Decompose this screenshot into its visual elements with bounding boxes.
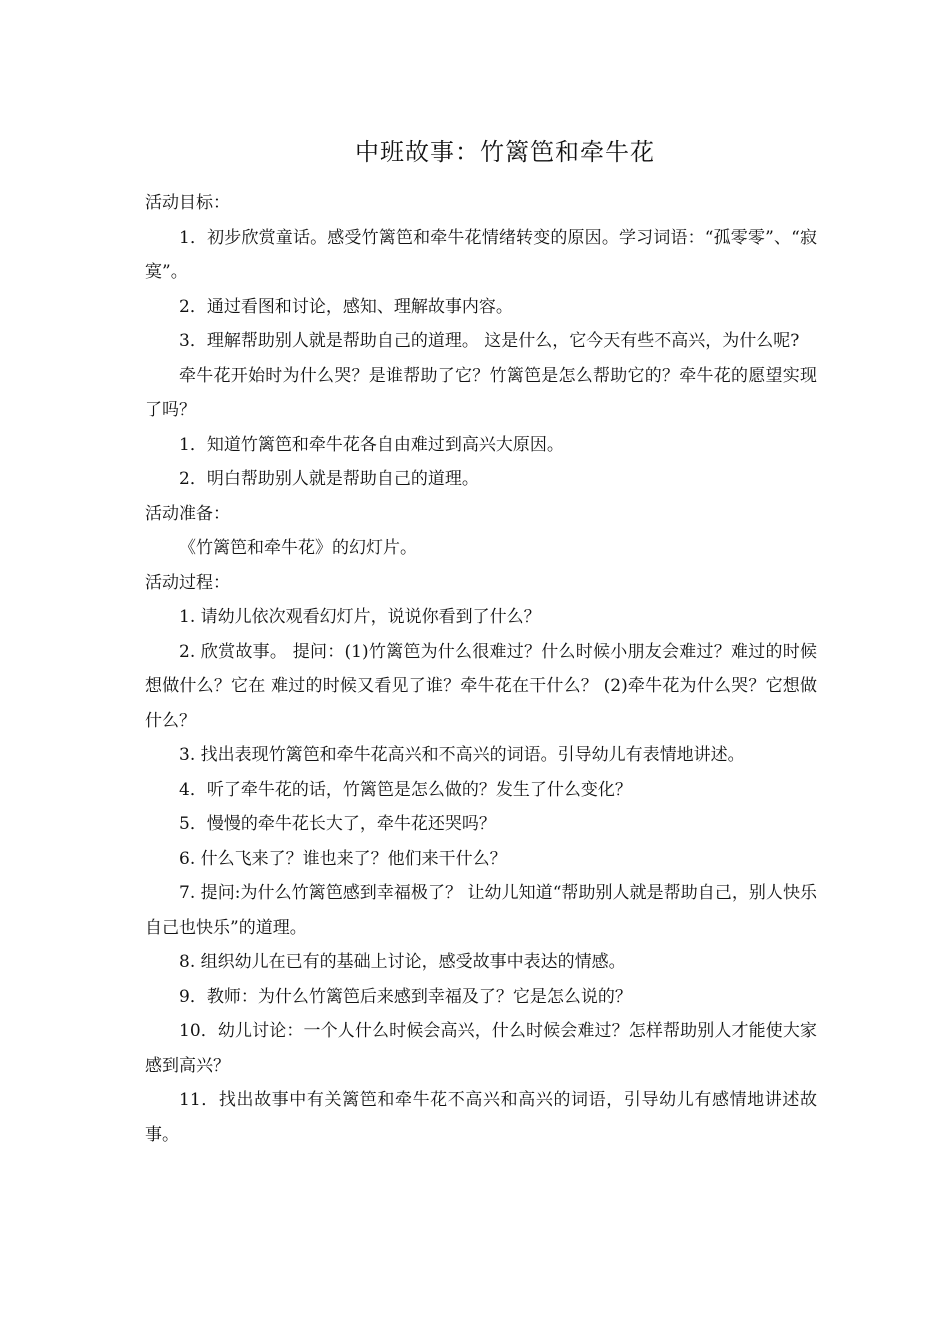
document-title: 中班故事：竹篱笆和牵牛花 xyxy=(355,138,655,166)
process-step: 10．幼儿讨论：一个人什么时候会高兴，什么时候会难过？怎样帮助别人才能使大家感到高兴？ xyxy=(145,1021,817,1076)
process-step: 7. 提问:为什么竹篱笆感到幸福极了？ 让幼儿知道“帮助别人就是帮助自己，别人快乐自己也快乐”的道理。 xyxy=(145,883,817,938)
prep-heading: 活动准备： xyxy=(145,503,230,524)
goal-item: 1．初步欣赏童话。感受竹篱笆和牵牛花情绪转变的原因。学习词语：“孤零零”、“寂寞”。 xyxy=(145,227,817,282)
goal-item: 牵牛花开始时为什么哭？是谁帮助了它？竹篱笆是怎么帮助它的？牵牛花的愿望实现了吗？ xyxy=(145,365,817,420)
process-heading: 活动过程： xyxy=(145,572,230,593)
process-step: 2. 欣赏故事。 提问：(1)竹篱笆为什么很难过？什么时候小朋友会难过？难过的时候想做什么？它在 难过的时候又看见了谁？牵牛花在干什么？ (2)牵牛花为什么哭？它想做什么？ xyxy=(145,641,817,731)
goal-item: 1．知道竹篱笆和牵牛花各自由难过到高兴大原因。 xyxy=(179,434,564,455)
process-step: 9．教师：为什么竹篱笆后来感到幸福及了？它是怎么说的？ xyxy=(179,986,632,1007)
goal-item: 3．理解帮助别人就是帮助自己的道理。 这是什么，它今天有些不高兴，为什么呢? xyxy=(179,331,800,351)
process-step: 5．慢慢的牵牛花长大了，牵牛花还哭吗？ xyxy=(179,814,496,834)
process-step: 11．找出故事中有关篱笆和牵牛花不高兴和高兴的词语，引导幼儿有感情地讲述故事。 xyxy=(145,1090,817,1145)
goal-item: 2．通过看图和讨论，感知、理解故事内容。 xyxy=(179,296,513,317)
process-step: 8. 组织幼儿在已有的基础上讨论，感受故事中表达的情感。 xyxy=(179,952,626,972)
goal-item: 2．明白帮助别人就是帮助自己的道理。 xyxy=(179,469,479,489)
document-body xyxy=(145,186,817,1152)
prep-item: 《竹篱笆和牵牛花》的幻灯片。 xyxy=(179,538,417,558)
goals-heading: 活动目标： xyxy=(145,193,230,213)
process-step: 1. 请幼儿依次观看幻灯片，说说你看到了什么？ xyxy=(179,607,541,627)
process-step: 4．听了牵牛花的话，竹篱笆是怎么做的？发生了什么变化？ xyxy=(179,779,632,800)
process-step: 6. 什么飞来了？谁也来了？他们来干什么？ xyxy=(179,848,507,869)
process-step: 3. 找出表现竹篱笆和牵牛花高兴和不高兴的词语。引导幼儿有表情地讲述。 xyxy=(179,745,745,765)
